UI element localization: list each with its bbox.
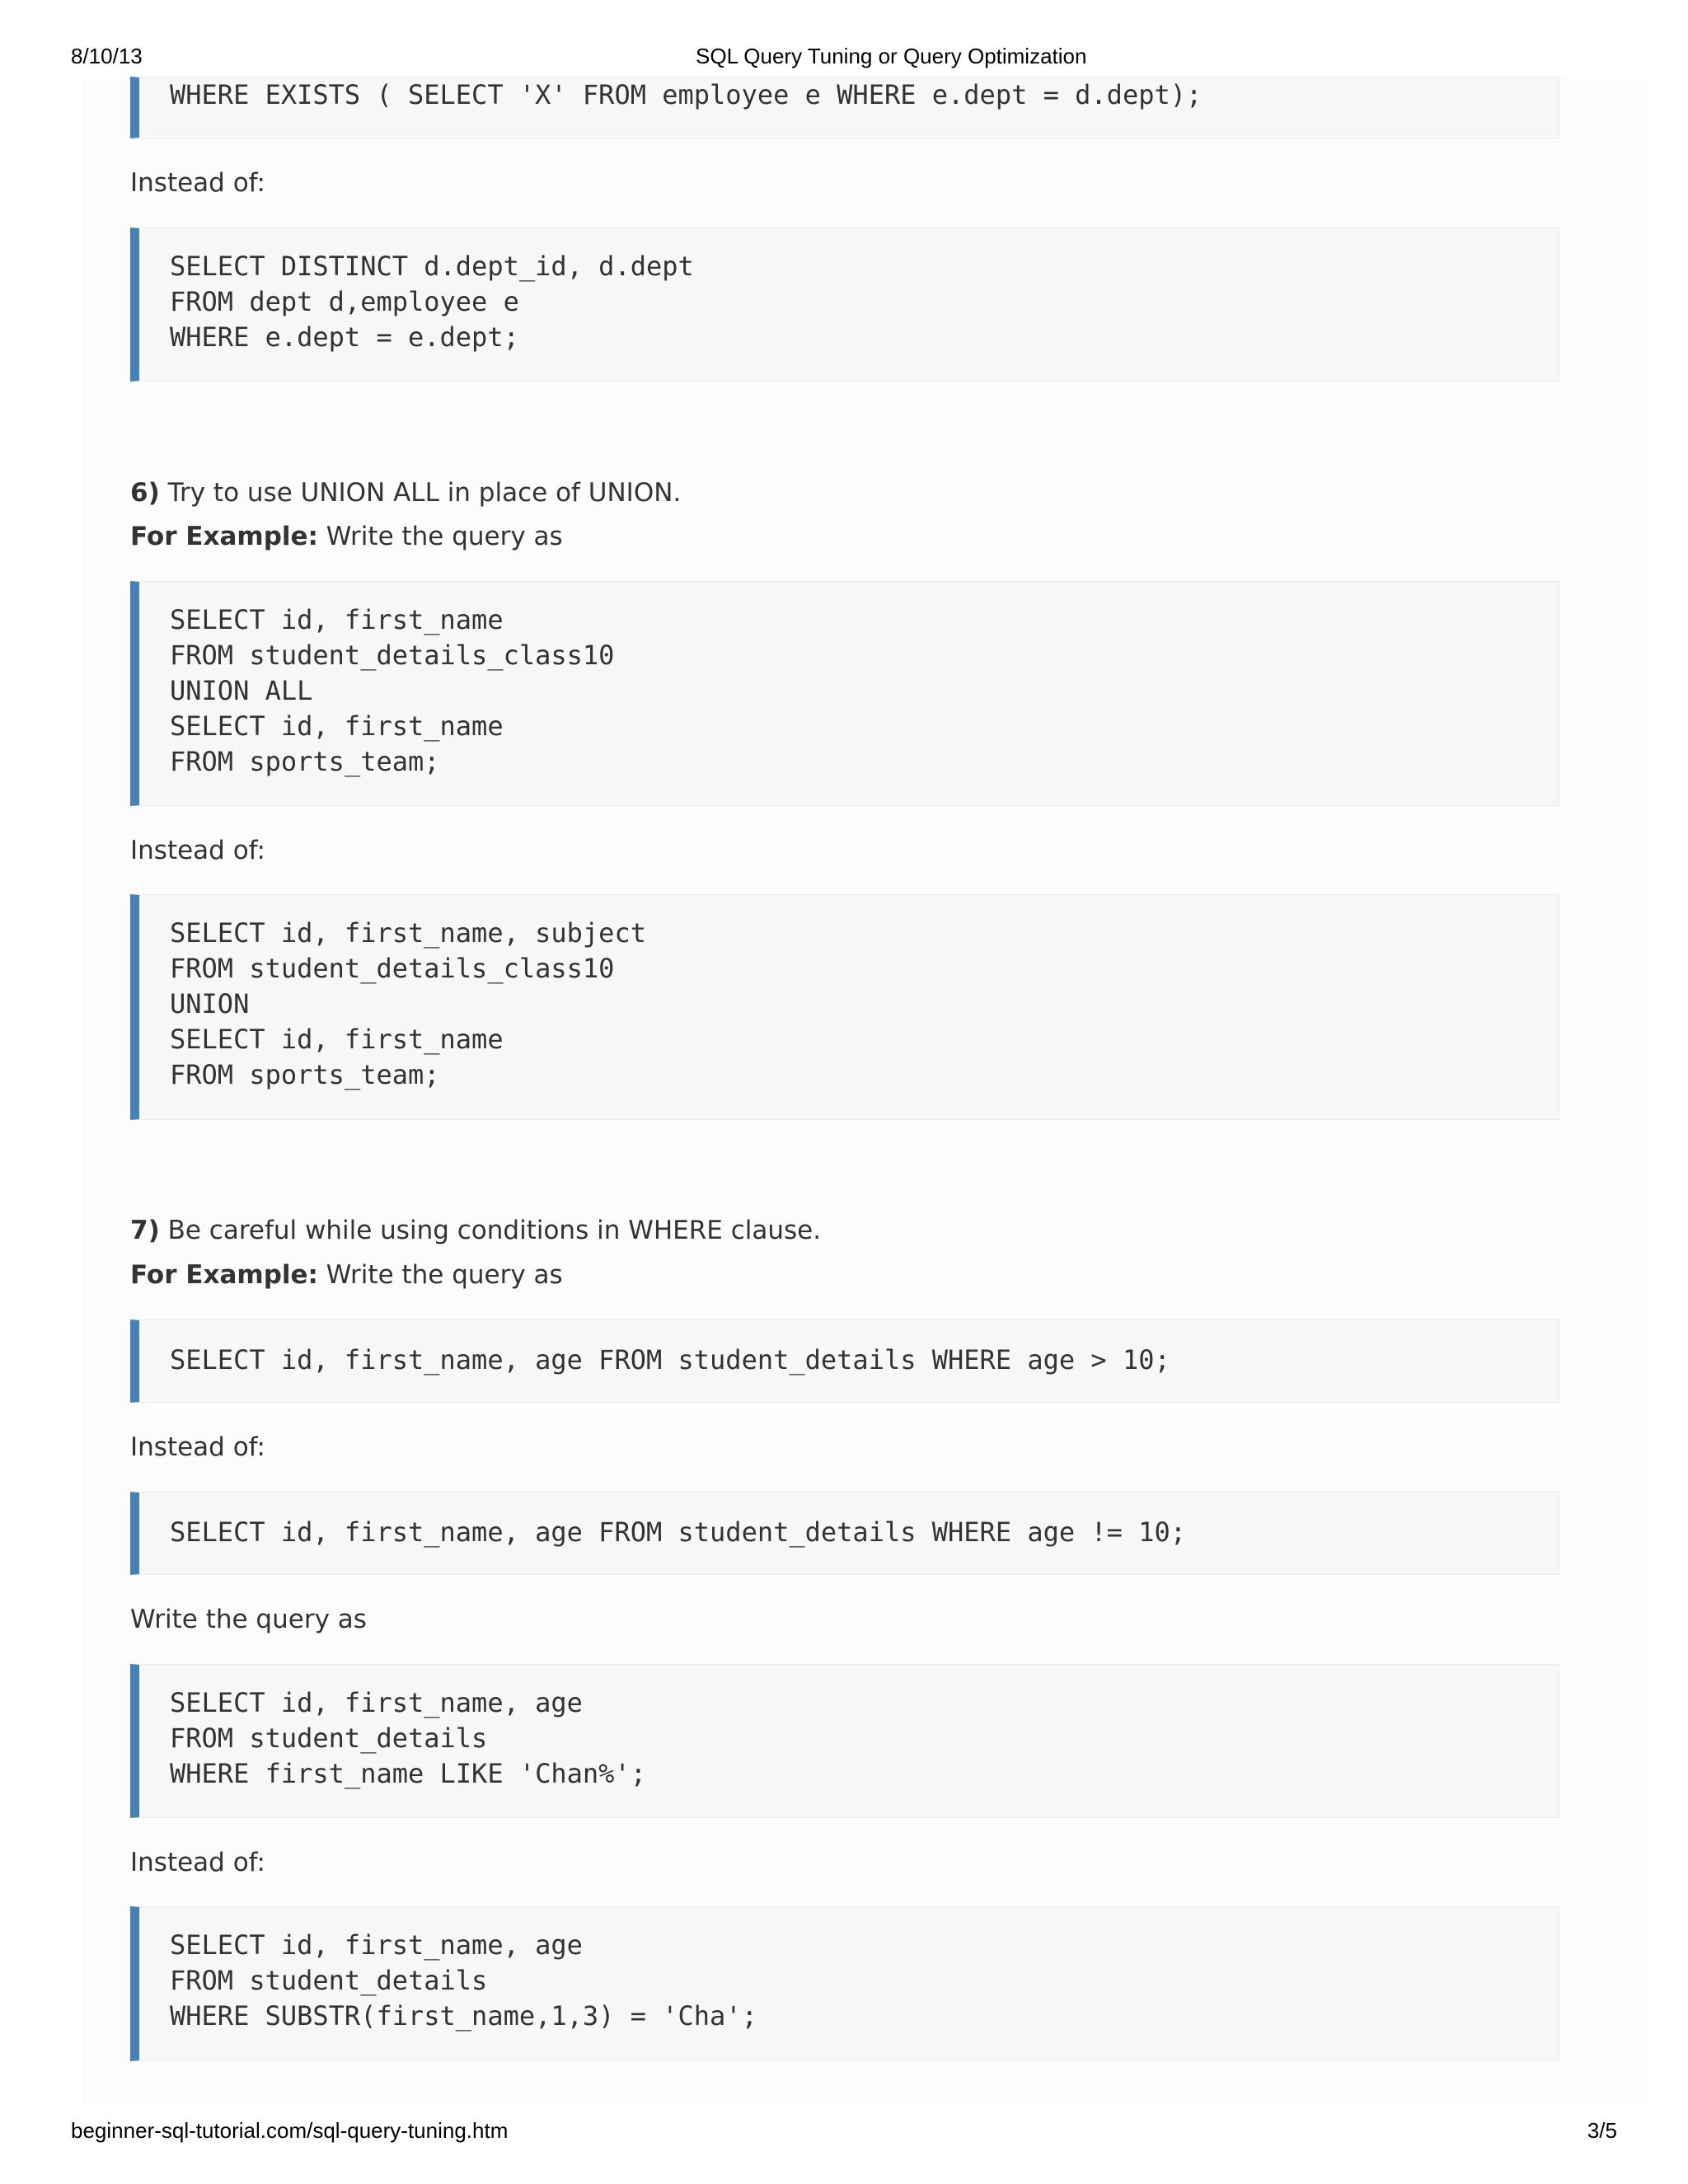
- code-line: FROM sports_team;: [170, 746, 440, 777]
- code-line: SELECT id, first_name: [170, 1024, 504, 1055]
- code-line: SELECT DISTINCT d.dept_id, d.dept: [170, 251, 694, 282]
- code-block-age-greater: [130, 1319, 1559, 1403]
- code-line: SELECT id, first_name, age: [170, 1929, 583, 1961]
- instead-of-label: Instead of:: [130, 1432, 265, 1462]
- code-block-age-not-equal: [130, 1492, 1559, 1575]
- example-text: Write the query as: [317, 522, 563, 551]
- code-line: UNION ALL: [170, 675, 313, 706]
- code-line: SELECT id, first_name, age FROM student_details WHERE age > 10;: [170, 1344, 1170, 1376]
- code-line: FROM student_details: [170, 1965, 488, 1996]
- code-block-like: [130, 1664, 1559, 1818]
- instead-of-label: Instead of:: [130, 836, 265, 865]
- instead-of-label: Instead of:: [130, 168, 265, 198]
- code-line: FROM sports_team;: [170, 1059, 440, 1090]
- tip-6-heading: [130, 476, 681, 509]
- code-line: SELECT id, first_name, age: [170, 1687, 583, 1718]
- code-line: FROM student_details_class10: [170, 640, 615, 671]
- source-url: beginner-sql-tutorial.com/sql-query-tuning.htm: [71, 2118, 509, 2143]
- print-date: 8/10/13: [71, 44, 143, 68]
- tip-6-example: [130, 520, 563, 553]
- code-line: WHERE first_name LIKE 'Chan%';: [170, 1758, 646, 1789]
- code-line: FROM dept d,employee e: [170, 286, 519, 317]
- code-block-union-all: [130, 581, 1559, 806]
- code-block-distinct: [130, 227, 1559, 382]
- tip-7-heading: [130, 1214, 821, 1247]
- code-line: SELECT id, first_name, subject: [170, 917, 646, 949]
- code-line: WHERE SUBSTR(first_name,1,3) = 'Cha';: [170, 2000, 757, 2032]
- code-line: WHERE EXISTS ( SELECT 'X' FROM employee e WHERE e.dept = d.dept);: [170, 79, 1203, 110]
- code-block-union: [130, 894, 1559, 1120]
- tip-7-example: [130, 1258, 563, 1291]
- code-line: SELECT id, first_name, age FROM student_details WHERE age != 10;: [170, 1516, 1186, 1548]
- example-lead: For Example:: [130, 522, 318, 551]
- code-line: FROM student_details_class10: [170, 953, 615, 984]
- example-lead: For Example:: [130, 1260, 318, 1290]
- page-title: SQL Query Tuning or Query Optimization: [696, 44, 1087, 68]
- code-block-exists: [130, 77, 1559, 138]
- tip-number: 7): [130, 1216, 160, 1245]
- tip-number: 6): [130, 478, 160, 508]
- code-line: FROM student_details: [170, 1722, 488, 1754]
- instead-of-label: Instead of:: [130, 1848, 265, 1877]
- code-line: SELECT id, first_name: [170, 604, 504, 635]
- example-text: Write the query as: [317, 1260, 563, 1290]
- code-line: UNION: [170, 988, 250, 1019]
- tip-text: Be careful while using conditions in WHERE clause.: [159, 1216, 822, 1245]
- write-query-label: Write the query as: [130, 1605, 367, 1634]
- code-block-substr: [130, 1906, 1559, 2061]
- tip-text: Try to use UNION ALL in place of UNION.: [159, 478, 682, 508]
- page-number: 3/5: [1587, 2118, 1617, 2143]
- code-line: SELECT id, first_name: [170, 710, 504, 742]
- code-line: WHERE e.dept = e.dept;: [170, 321, 519, 353]
